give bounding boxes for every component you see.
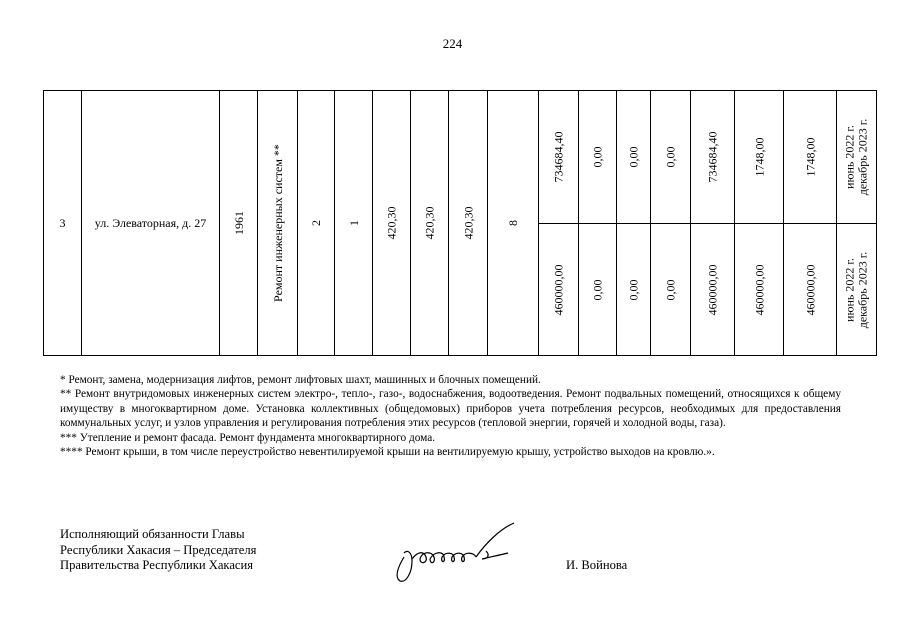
cell-period-1 (836, 90, 877, 223)
local-cost: 0,00 (663, 146, 678, 168)
cell-owners-2 (690, 223, 734, 356)
cell-period-2 (836, 223, 877, 356)
owners-cost: 460000,00 (705, 264, 720, 315)
work-type: Ремонт инженерных систем ** (270, 144, 285, 302)
entrances: 1 (346, 220, 361, 226)
position-line: Исполняющий обязанности Главы (60, 527, 245, 541)
total-cost: 460000,00 (551, 264, 566, 315)
cell-total-2 (538, 223, 578, 356)
footnote-lifts: * Ремонт, замена, модернизация лифтов, ремонт лифтовых шахт, машинных и блочных помещений. (60, 374, 541, 386)
fund-cost: 0,00 (590, 279, 605, 300)
period (844, 119, 870, 196)
footnotes (60, 373, 841, 459)
owners-cost: 734684,40 (705, 131, 720, 183)
max-unit-cost: 460000,00 (803, 264, 817, 315)
cell-floors (297, 90, 334, 356)
footnote-engineering-systems: ** Ремонт внутридомовых инженерных систем электро-, тепло-, газо-, водоснабжения, водоотведения. Ремонт подвальных помещений, относящихся к общему имуществу в многоквартирном доме. Установка коллективных (общедомовых) приборов учета потребления ресурсов, необходимых для предоставления коммунальных услуг, и узлов управления и регулирования потребления этих ресурсов (тепловой энергии, горячей и холодной воды, газа). (60, 388, 841, 430)
footnote-roof: **** Ремонт крыши, в том числе переустройство невентилируемой крыши на вентилируемую крышу, устройство выходов на кровлю.». (60, 446, 715, 459)
cell-owners-1 (690, 90, 734, 223)
cell-work-type (257, 90, 297, 356)
cell-entrances (334, 90, 372, 356)
cell-row-number (43, 90, 81, 356)
cell-fund-2 (578, 223, 616, 356)
cell-local-2 (650, 223, 690, 356)
cell-area-total (372, 90, 410, 356)
cell-total-1 (538, 90, 578, 223)
period-start: июнь 2022 г. (842, 257, 857, 322)
signer-name: И. Войнова (566, 558, 628, 572)
period-end: декабрь 2023 г. (855, 118, 870, 196)
cell-fund-1 (578, 90, 616, 223)
max-unit-cost: 1748,00 (803, 137, 817, 177)
cell-unit-cost-1 (734, 90, 783, 223)
period-start: июнь 2022 г. (842, 125, 857, 189)
signatory-position (60, 527, 256, 574)
area-living: 420,30 (422, 206, 437, 240)
floors: 2 (309, 220, 323, 226)
cell-area-residential (448, 90, 487, 356)
cell-area-living (410, 90, 448, 356)
cell-address (81, 90, 219, 356)
regional-cost: 0,00 (626, 279, 641, 300)
page-number: 224 (442, 36, 463, 51)
regional-cost: 0,00 (626, 146, 641, 168)
residents: 8 (506, 220, 520, 226)
repair-program-table (43, 90, 877, 356)
footnote-facade: *** Утепление и ремонт фасада. Ремонт фундамента многоквартирного дома. (60, 431, 436, 444)
build-year: 1961 (231, 211, 246, 235)
cell-max-unit-cost-2 (783, 223, 836, 356)
row-number: 3 (59, 215, 66, 230)
area-total: 420,30 (384, 206, 399, 240)
unit-cost: 1748,00 (752, 137, 766, 177)
fund-cost: 0,00 (590, 146, 605, 168)
address: ул. Элеваторная, д. 27 (94, 215, 207, 230)
handwritten-signature (390, 515, 525, 587)
total-cost: 734684,40 (551, 131, 566, 183)
unit-cost: 460000,00 (752, 264, 766, 315)
cell-max-unit-cost-1 (783, 90, 836, 223)
position-line: Правительства Республики Хакасия (60, 558, 254, 572)
area-residential: 420,30 (461, 206, 475, 240)
cell-year (219, 90, 257, 356)
cell-regional-2 (616, 223, 650, 356)
local-cost: 0,00 (663, 279, 678, 300)
position-line: Республики Хакасия – Председателя (60, 542, 257, 557)
cell-local-1 (650, 90, 690, 223)
period-end: декабрь 2023 г. (855, 251, 870, 328)
period (844, 251, 870, 328)
cell-unit-cost-2 (734, 223, 783, 356)
cell-regional-1 (616, 90, 650, 223)
cell-residents (487, 90, 538, 356)
